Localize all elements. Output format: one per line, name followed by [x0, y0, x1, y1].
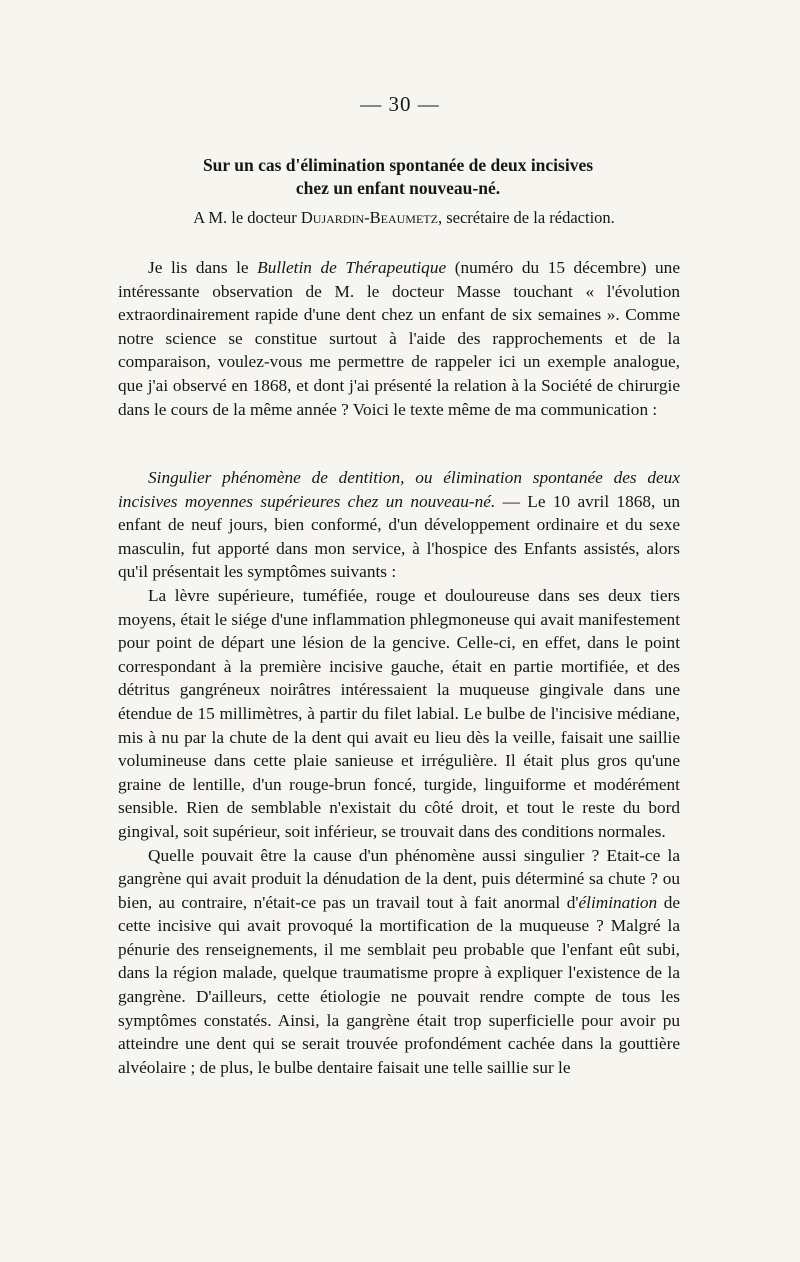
title-line-2: chez un enfant nouveau-né.: [295, 178, 501, 198]
page-number: — 30 —: [360, 92, 440, 116]
paragraph-1: [118, 256, 680, 421]
paragraph-2-text: — Le 10 avril 1868, un enfant de neuf jours, bien conformé, d'un développement ordinaire et du sexe masculin, fut apporté dans mon service, à l'hospice des Enfants assistés, alors qu'il présentait les symptômes suivants :: [118, 491, 681, 582]
paragraph-1-text-b: (numéro du 15 décembre) une intéressante observation de M. le docteur Masse touchant « l'évolution extraordinairement rapide d'une dent chez un enfant de six semaines ». Comme notre science se constitue surtout à l'aide des rapprochements et de la comparaison, voulez-vous me permettre de rappeler ici un exemple analogue, que j'ai observé en 1868, et dont j'ai présenté la relation à la Société de chirurgie dans le cours de la même année ? Voici le texte même de ma communication :: [118, 258, 680, 419]
communication-heading: Singulier phénomène de dentition, ou élimination spontanée des deux incisives moyennes supérieures chez un nouveau-né.: [118, 468, 680, 511]
title-line-1: Sur un cas d'élimination spontanée de deux incisives: [202, 155, 594, 175]
paragraph-2: [118, 466, 680, 584]
elimination-term: élimination: [578, 892, 658, 912]
letter-address: [124, 207, 684, 229]
paragraph-4: [118, 844, 680, 1080]
address-prefix: A M. le docteur: [193, 208, 301, 227]
address-suffix: , secrétaire de la rédaction.: [437, 208, 615, 227]
paragraph-1-text-a: Je lis dans le: [148, 258, 258, 277]
article-title: [128, 154, 668, 200]
intro-section: [118, 256, 680, 421]
journal-name: Bulletin de Thérapeutique: [257, 258, 447, 277]
paragraph-3: La lèvre supérieure, tuméfiée, rouge et douloureuse dans ses deux tiers moyens, était le siége d'une inflammation phlegmoneuse qui avait manifestement pour point de départ une lésion de la gencive. Celle-ci, en effet, dans le point correspondant à la première incisive gauche, était en partie mortifiée, et des détritus gangréneux noirâtres intéressaient la muqueuse gingivale dans une étendue de 15 millimètres, à partir du filet labial. Le bulbe de l'incisive médiane, mis à nu par la chute de la dent qui avait eu lieu dès la veille, faisait une saillie volumineuse dans cette plaie sanieuse et irrégulière. Il était plus gros qu'une graine de lentille, d'un rouge-brun foncé, turgide, linguiforme et modérément sensible. Rien de semblable n'existait du côté droit, et tout le reste du bord gingival, soit supérieur, soit inférieur, se trouvait dans des conditions normales.: [118, 585, 680, 841]
address-name: Dujardin-Beaumetz: [300, 208, 438, 227]
paragraph-4-text-b: de cette incisive qui avait provoqué la mortification de la muqueuse ? Malgré la pénurie des renseignements, il me semblait peu probable que l'enfant eût subi, dans la région malade, quelque traumatisme propre à expliquer l'existence de la gangrène. D'ailleurs, cette étiologie ne pouvait rendre compte de tous les symptômes constatés. Ainsi, la gangrène était trop superficielle pour avoir pu atteindre une dent qui se serait trouvée profondément cachée dans la gouttière alvéolaire ; de plus, le bulbe dentaire faisait une telle saillie sur le: [118, 892, 680, 1077]
paragraph-4-text-a: Quelle pouvait être la cause d'un phénomène aussi singulier ? Etait-ce la gangrène qui avait produit la dénudation de la dent, puis déterminé sa chute ? ou bien, au contraire, n'était-ce pas un travail tout à fait anormal d': [118, 845, 680, 912]
communication-section: [118, 466, 680, 1079]
